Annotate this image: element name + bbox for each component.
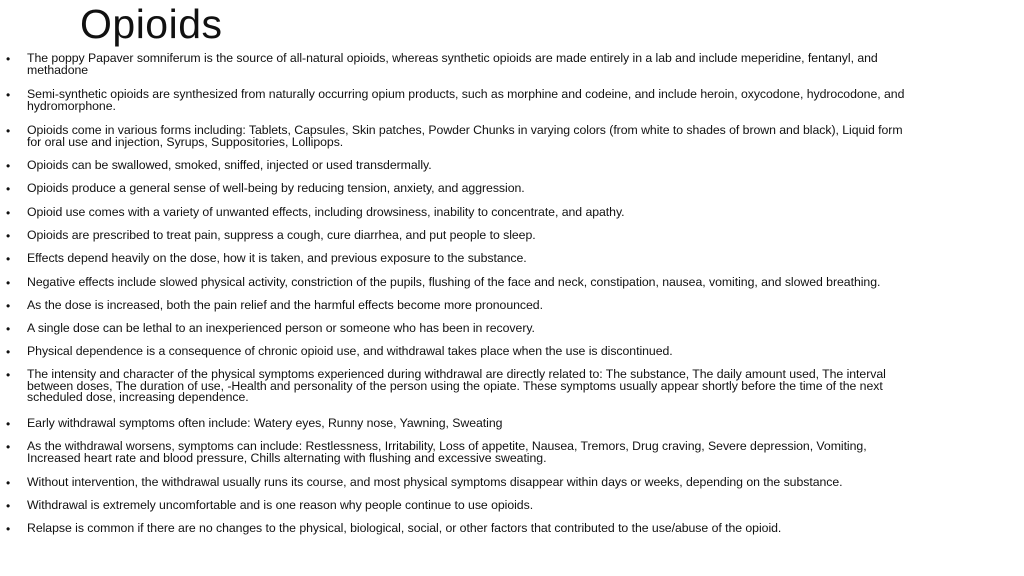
bullet-icon: • (6, 88, 11, 102)
bullet-icon: • (6, 322, 11, 336)
bullet-line: scheduled dose, increasing dependence. (27, 390, 249, 404)
bullet-line: The intensity and character of the physical symptoms experienced during withdrawal are directly related to: The substance, The daily amount used, The interval (27, 367, 886, 381)
bullet-icon: • (6, 522, 11, 536)
slide-title: Opioids (80, 1, 223, 47)
bullet-text (27, 160, 432, 172)
bullet-text (27, 253, 527, 265)
bullet-line: between doses, The duration of use, -Health and personality of the person using the opiate. These symptoms usually appear shortly before the time of the next (27, 378, 883, 393)
bullet-text (27, 441, 867, 464)
bullet-icon: • (6, 476, 11, 490)
bullet-text (27, 323, 535, 335)
bullet-icon: • (6, 417, 11, 431)
bullet-text (27, 53, 878, 76)
bullet-icon: • (6, 252, 11, 266)
bullet-icon: • (6, 52, 11, 66)
bullet-text (27, 183, 525, 195)
bullet-line: Negative effects include slowed physical activity, constriction of the pupils, flushing of the face and neck, constipation, nausea, vomiting, and slowed breathing. (27, 275, 881, 289)
bullet-line: As the dose is increased, both the pain relief and the harmful effects become more pronounced. (27, 298, 543, 312)
bullet-icon: • (6, 182, 11, 196)
bullet-icon: • (6, 368, 11, 382)
bullet-text (27, 207, 625, 219)
bullet-text (27, 125, 903, 148)
bullet-text (27, 523, 781, 535)
bullet-icon: • (6, 229, 11, 243)
bullet-text (27, 89, 904, 112)
bullet-line: Withdrawal is extremely uncomfortable and is one reason why people continue to use opioids. (27, 498, 534, 512)
bullet-icon: • (6, 276, 11, 290)
bullet-text (27, 300, 543, 312)
bullet-icon: • (6, 345, 11, 359)
bullet-icon: • (6, 124, 11, 138)
bullet-icon: • (6, 159, 11, 173)
bullet-line: Increased heart rate and blood pressure, Chills alternating with flushing and excessive sweating. (27, 450, 547, 465)
bullet-line: Opioids are prescribed to treat pain, suppress a cough, cure diarrhea, and put people to sleep. (27, 228, 536, 242)
bullet-line: As the withdrawal worsens, symptoms can include: Restlessness, Irritability, Loss of appetite, Nausea, Tremors, Drug craving, Severe depression, Vomiting, (27, 439, 867, 453)
bullet-line: Physical dependence is a consequence of chronic opioid use, and withdrawal takes place when the use is discontinued. (27, 344, 673, 358)
bullet-line: Opioids can be swallowed, smoked, sniffed, injected or used transdermally. (27, 158, 432, 172)
bullet-text (27, 346, 673, 358)
bullet-line: Opioids come in various forms including: Tablets, Capsules, Skin patches, Powder Chunks in varying colors (from white to shades of brown and black), Liquid form (27, 123, 903, 137)
bullet-line: Semi-synthetic opioids are synthesized from naturally occurring opium products, such as morphine and codeine, and include heroin, oxycodone, hydrocodone, and (27, 87, 905, 101)
bullet-line: Effects depend heavily on the dose, how it is taken, and previous exposure to the substance. (27, 251, 527, 265)
bullet-text (27, 477, 843, 489)
bullet-text (27, 369, 886, 404)
bullet-text (27, 277, 880, 289)
bullet-icon: • (6, 499, 11, 513)
bullet-line: hydromorphone. (27, 98, 116, 113)
bullet-line: for oral use and injection, Syrups, Suppositories, Lollipops. (27, 134, 344, 149)
bullet-line: Opioid use comes with a variety of unwanted effects, including drowsiness, inability to concentrate, and apathy. (27, 205, 625, 219)
bullet-text (27, 500, 533, 512)
bullet-line: Opioids produce a general sense of well-being by reducing tension, anxiety, and aggression. (27, 181, 525, 195)
bullet-text (27, 418, 502, 430)
bullet-icon: • (6, 206, 11, 220)
bullet-line: Without intervention, the withdrawal usually runs its course, and most physical symptoms disappear within days or weeks, depending on the substance. (27, 475, 843, 489)
bullet-icon: • (6, 440, 11, 454)
bullet-icon: • (6, 299, 11, 313)
bullet-line: methadone (27, 62, 89, 77)
bullet-line: A single dose can be lethal to an inexperienced person or someone who has been in recovery. (27, 321, 535, 335)
bullet-line: Early withdrawal symptoms often include: Watery eyes, Runny nose, Yawning, Sweating (27, 416, 503, 430)
bullet-line: The poppy Papaver somniferum is the source of all-natural opioids, whereas synthetic opioids are made entirely in a lab and include meperidine, fentanyl, and (27, 51, 878, 65)
bullet-text (27, 230, 536, 242)
bullet-line: Relapse is common if there are no changes to the physical, biological, social, or other factors that contributed to the use/abuse of the opioid. (27, 521, 782, 535)
